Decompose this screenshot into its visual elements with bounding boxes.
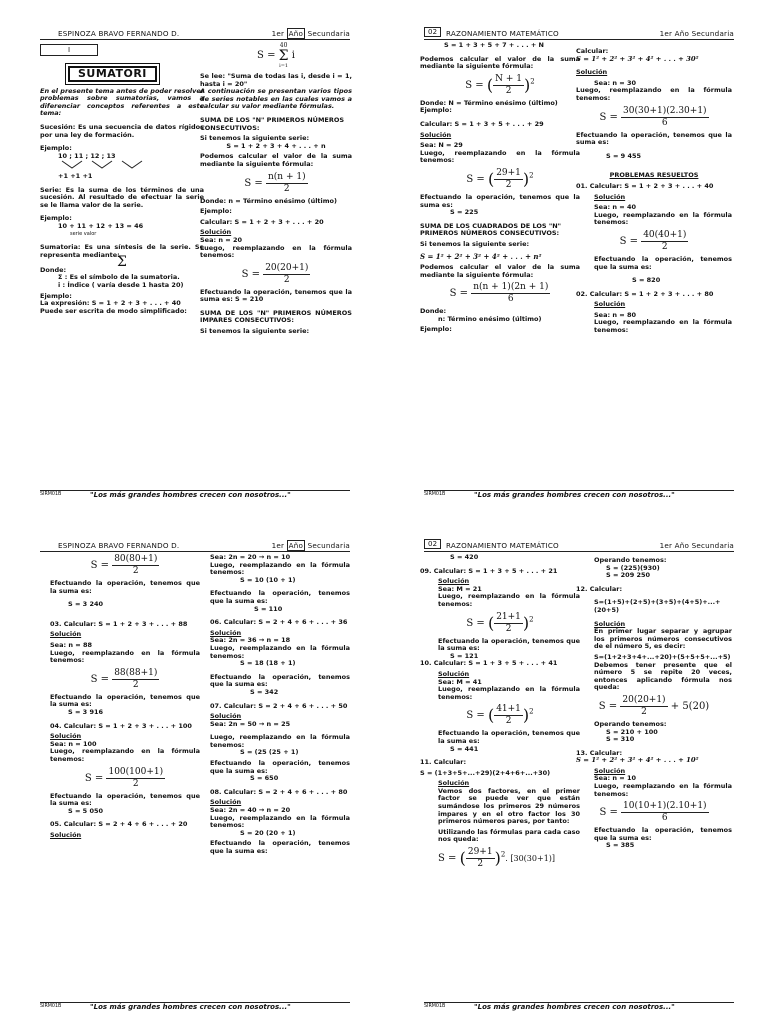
header-subject: RAZONAMIENTO MATEMÁTICO (446, 29, 559, 38)
solution-label: Solución (200, 228, 232, 237)
problem-13: 13. Calcular: (576, 748, 623, 757)
solution-step: Luego, reemplazando en la fórmula tenemos: (50, 648, 200, 665)
solution-step: Luego, reemplazando en la fórmula tenemos: (594, 782, 732, 798)
example-label: Ejemplo: (420, 106, 452, 115)
problem-05: 05. Calcular: S = 2 + 4 + 6 + . . . + 20 (50, 820, 188, 829)
expression-example: La expresión: S = 1 + 2 + 3 + . . . + 40 (40, 299, 181, 308)
example-label: Ejemplo: (40, 144, 72, 153)
problem-12-explanation: En primer lugar separar y agrupar los primeros números consecutivos de el número 5, es decir: (594, 627, 732, 651)
solution-result: S = 9 455 (606, 151, 642, 160)
solution-step: Luego, reemplazando en la fórmula tenemos: (200, 243, 352, 260)
solution-sea: Sea: n = 100 (50, 739, 97, 748)
problem-11-formulas: Utilizando las fórmulas para cada caso nos queda: (438, 827, 580, 844)
solution-result: S = 3 916 (68, 707, 104, 716)
column-left (40, 42, 204, 315)
solution-result: S = 225 (450, 208, 479, 217)
formula-intro: Podemos calcular el valor de la suma mediante la siguiente fórmula: (200, 152, 352, 168)
solution-result: Efectuando la operación, tenemos que la suma es: S = 210 (200, 287, 352, 304)
solution-formula: S = $\frac{10(10+1)(2.10+1)}{6}$ (599, 801, 707, 824)
series-squares: S = 1² + 2² + 3² + 4² + . . . + 30² (576, 54, 699, 63)
n-definition: Donde: n = Término enésimo (último) (200, 196, 337, 205)
solution-label: Solución (50, 732, 82, 741)
solution-result: S = (25 (25 + 1) (240, 748, 299, 757)
column-left (420, 42, 580, 334)
formula-intro: Podemos calcular el valor de la suma mediante la siguiente fórmula: (420, 263, 580, 279)
solution-label: Solución (576, 68, 608, 77)
squares-formula: S = $\frac{n(n + 1)(2n + 1)}{6}$ (449, 282, 549, 305)
solution-result: S = 209 250 (606, 571, 651, 580)
intro-text: En el presente tema antes de poder resolver problemas sobre sumatorias, vamos a diferenciar conceptos referentes a este tema: (40, 86, 204, 118)
solution-result: S = 441 (450, 744, 479, 753)
page-3 (0, 512, 384, 1024)
solution-sea: Sea: n = 10 (594, 774, 636, 783)
solution-sea: Sea: n = 80 (594, 310, 636, 319)
example-problem: Calcular: S = 1 + 3 + 5 + . . . + 29 (420, 119, 544, 128)
operating-label: Operando tenemos: (594, 556, 667, 564)
problem-04: 04. Calcular: S = 1 + 2 + 3 + . . . + 100 (50, 721, 192, 730)
problem-07: 07. Calcular: S = 2 + 4 + 6 + . . . + 50 (210, 701, 348, 710)
column-left (50, 554, 200, 839)
solution-text: Efectuando la operación, tenemos que la suma es: (210, 759, 350, 775)
solution-formula: S = ( $\frac{41+1}{2}$ )$^2$ (466, 704, 534, 727)
odd-formula: S = ( $\frac{N + 1}{2}$ )$^2$ (465, 73, 535, 96)
page-footer (40, 490, 350, 500)
solution-label: Solución (594, 192, 626, 201)
n-definition: Donde: N = Término enésimo (último) (420, 98, 558, 107)
solution-text: Efectuando la operación, tenemos que la suma es: (594, 254, 732, 271)
footer-code: SIRM01B (424, 492, 446, 497)
solution-formula: S = $\frac{100(100+1)}{2}$ (84, 766, 164, 789)
solution-sea: Sea: 2n = 50 → n = 25 (210, 719, 291, 728)
solution-formula: S = $\frac{88(88+1)}{2}$ (90, 667, 158, 690)
solution-formula: S = ( $\frac{21+1}{2}$ )$^2$ (466, 611, 534, 634)
page-2 (384, 0, 768, 512)
solution-formula: S = ( $\frac{29+1}{2}$ )$^2$. [30(30+1)] (438, 847, 556, 870)
footer-code: SIRM01B (40, 492, 62, 497)
problem-11-explanation: Vemos dos factores, en el primer factor se puede ver que están sumándose los primeros 29 números impares y en el otro factor los 30 primeros números pares, por tanto: (438, 786, 580, 826)
example-label: Ejemplo: (40, 291, 72, 300)
solution-label: Solución (594, 619, 626, 628)
column-right (200, 42, 352, 336)
footer-motto: "Los más grandes hombres crecen con nosotros..." (474, 491, 675, 499)
solution-result: S = 110 (254, 604, 283, 613)
serie-labels: serie valor (70, 230, 97, 237)
page-1 (0, 0, 384, 512)
serie-definition: Serie: Es la suma de los términos de una sucesión. Al resultado de efectuar la serie se le llama valor de la serie. (40, 185, 204, 209)
solution-result: S = 342 (250, 687, 279, 696)
n-definition: n: Término enésimo (último) (438, 314, 542, 323)
example-problem: Calcular: S = 1 + 2 + 3 + . . . + 20 (200, 217, 324, 226)
solution-formula: S = $\frac{20(20+1)}{2}$ + 5(20) (598, 694, 710, 717)
solution-step: Luego, reemplazando en la fórmula tenemos: (420, 148, 580, 165)
page-header (40, 28, 350, 40)
solution-step: Luego, reemplazando en la fórmula tenemos: (210, 813, 350, 830)
problem-11: 11. Calcular: (420, 758, 467, 767)
solution-result: S = 20 (20 + 1) (240, 828, 296, 837)
solution-label: Solución (594, 766, 626, 775)
sequence-increments: +1 +1 +1 (58, 171, 93, 180)
page-footer (424, 1002, 734, 1012)
problem-11-expression: S = (1+3+5+...+29)(2+4+6+...+30) (420, 768, 551, 777)
donde-label: Donde: (420, 307, 447, 316)
solution-label: Solución (50, 630, 82, 639)
problem-08: 08. Calcular: S = 2 + 4 + 6 + . . . + 80 (210, 787, 348, 796)
page-footer (40, 1002, 350, 1012)
example-label: Ejemplo: (420, 325, 452, 334)
solution-formula: S = $\frac{80(80+1)}{2}$ (90, 554, 158, 576)
solution-result: S = 5 050 (68, 806, 104, 815)
sigma-symbol: Σ (117, 254, 127, 271)
solution-result: S = 210 + 100 (606, 727, 658, 736)
problem-09: 09. Calcular: S = 1 + 3 + 5 + . . . + 21 (420, 566, 558, 575)
sequence-example: 10 ; 11 ; 12 ; 13 (58, 151, 116, 160)
series-intro: Si tenemos la siguiente serie: (200, 134, 310, 143)
solution-result: S = 310 (606, 735, 635, 744)
solution-result: S = 10 (10 + 1) (240, 575, 296, 584)
header-grade: 1er Año Secundaria (659, 541, 734, 550)
solution-formula: S = ( $\frac{29+1}{2}$ )$^2$ (466, 167, 534, 190)
solution-result: S = 420 (450, 553, 479, 561)
header-grade: 1er Año Secundaria (659, 29, 734, 38)
solution-sea: Sea: n = 20 (200, 235, 242, 244)
unit-box: I (40, 44, 98, 56)
page-4 (384, 512, 768, 1024)
solution-label: Solución (210, 712, 242, 721)
header-grade: 1er Año Secundaria (271, 541, 350, 550)
series-intro: Si tenemos la siguiente serie: (200, 327, 310, 336)
problem-12-expression: S=(1+5)+(2+5)+(3+5)+(4+5)+...+(20+5) (594, 598, 721, 614)
solution-result: S = 18 (18 + 1) (240, 659, 296, 668)
solution-step: Luego, reemplazando en la fórmula tenemos: (50, 747, 200, 763)
donde-label: Donde: (40, 265, 67, 274)
page-header (40, 540, 350, 552)
solution-result: S = 121 (450, 651, 479, 660)
problem-12: 12. Calcular: (576, 584, 623, 593)
header-page-number: 02 (424, 27, 441, 37)
continuation-note: A continuación se presentan varios tipos de series notables en las cuales vamos a calcular su valor mediante fórmulas. (200, 87, 352, 111)
footer-motto: "Los más grandes hombres crecen con nosotros..." (90, 1003, 291, 1011)
solution-step: Luego, reemplazando en la fórmula tenemos: (576, 86, 732, 102)
squares-heading: SUMA DE LOS CUADRADOS DE LOS "N" PRIMEROS NÚMEROS CONSECUTIVOS: (420, 221, 562, 238)
solution-result: S = 650 (250, 774, 279, 783)
solution-step: Luego, reemplazando en la fórmula tenemos: (438, 685, 580, 701)
solution-sea: Sea: n = 40 (594, 203, 636, 212)
series-squares: S = 1² + 2² + 3² + 4² + . . . + 10² (576, 756, 699, 765)
solution-label: Solución (438, 779, 470, 788)
consecutive-heading: SUMA DE LOS "N" PRIMEROS NÚMEROS CONSECUTIVOS: (200, 115, 345, 132)
problem-02: 02. Calcular: S = 1 + 2 + 3 + . . . + 80 (576, 289, 714, 298)
serie-example: 10 + 11 + 12 + 13 = 46 (58, 221, 144, 230)
solution-step: Luego, reemplazando en la fórmula tenemos: (210, 643, 350, 660)
sequence-brackets (58, 160, 178, 170)
example-label: Ejemplo: (200, 207, 232, 216)
problem-01: 01. Calcular: S = 1 + 2 + 3 + . . . + 40 (576, 181, 714, 190)
header-page-number: 02 (424, 539, 441, 549)
solution-text: Efectuando la operación, tenemos que la suma es: (50, 791, 200, 808)
footer-code: SIRM01B (424, 1004, 446, 1009)
solution-result: S = 3 240 (68, 600, 104, 609)
series-odd: S = 1 + 3 + 5 + 7 + . . . + N (444, 41, 544, 49)
example-label: Ejemplo: (40, 214, 72, 223)
solution-sea: Sea: n = 30 (594, 78, 636, 87)
problem-12-note: Debemos tener presente que el número 5 se repite 20 veces, entonces aplicando fórmula nos queda: (594, 660, 732, 692)
page-footer (424, 490, 734, 500)
solution-text: Efectuando la operación, tenemos que la suma es: (576, 130, 732, 147)
solution-step: Luego, reemplazando en la fórmula tenemos: (210, 733, 350, 749)
footer-motto: "Los más grandes hombres crecen con nosotros..." (474, 1003, 675, 1011)
index-definition: i : Índice ( varía desde 1 hasta 20) (58, 281, 184, 290)
page-header (424, 28, 734, 40)
simplified-note: Puede ser escrita de modo simplificado: (40, 306, 187, 315)
solution-result: S = 385 (606, 841, 635, 850)
solution-label: Solución (594, 300, 626, 309)
problem-03: 03. Calcular: S = 1 + 2 + 3 + . . . + 88 (50, 619, 188, 628)
solution-label: Solución (438, 669, 470, 678)
solution-text: Efectuando la operación, tenemos que la suma es: (420, 192, 580, 209)
solution-label: Solución (420, 130, 452, 139)
footer-motto: "Los más grandes hombres crecen con nosotros..." (90, 491, 291, 499)
solution-sea: Sea: M = 21 (438, 584, 482, 593)
column-right (576, 42, 732, 335)
solution-text: Efectuando la operación, tenemos que la suma es: (50, 692, 200, 709)
footer-code: SIRM01B (40, 1004, 62, 1009)
solution-sea: Sea: 2n = 36 → n = 18 (210, 636, 291, 645)
calcular-label: Calcular: (576, 47, 609, 55)
solution-text: Efectuando la operación, tenemos que la suma es: (210, 672, 350, 689)
header-subject: RAZONAMIENTO MATEMÁTICO (446, 541, 559, 550)
solution-label: Solución (438, 577, 470, 586)
solution-label: Solución (210, 798, 242, 807)
problems-heading: PROBLEMAS RESUELTOS (609, 171, 699, 180)
solution-step: Luego, reemplazando en la fórmula tenemos: (438, 592, 580, 608)
problem-12-grouped: S=(1+2+3+4+...+20)+(5+5+5+...+5) (594, 652, 731, 661)
solution-sea: Sea: 2n = 20 → n = 10 (210, 553, 291, 561)
solution-step: Luego, reemplazando en la fórmula tenemos: (594, 318, 732, 335)
sumatoria-definition: Sumatoria: Es una síntesis de la serie. Se representa mediante: (40, 243, 204, 259)
solution-label: Solución (50, 830, 82, 839)
reading-note: Se lee: "Suma de todas las i, desde i = 1, hasta i = 20" (200, 72, 352, 88)
header-grade: 1er Año Secundaria (271, 29, 350, 38)
solution-text: Efectuando la operación, tenemos que la suma es: (50, 579, 200, 595)
solution-result: S = 820 (632, 276, 661, 285)
series-intro: Si tenemos la siguiente serie: (420, 239, 530, 248)
problem-10: 10. Calcular: S = 1 + 3 + 5 + . . . + 41 (420, 659, 558, 668)
solution-formula: S = $\frac{40(40+1)}{2}$ (619, 229, 687, 252)
solution-sea: Sea: 2n = 40 → n = 20 (210, 806, 291, 815)
solution-text: Efectuando la operación, tenemos que la suma es: (210, 839, 350, 855)
solution-text: Efectuando la operación, tenemos que la suma es: (594, 826, 732, 842)
solution-sea: Sea: M = 41 (438, 677, 482, 686)
page-header (424, 540, 734, 552)
header-author: ESPINOZA BRAVO FERNANDO D. (58, 541, 180, 550)
column-left (420, 554, 580, 873)
odd-heading: SUMA DE LOS "N" PRIMEROS NÚMEROS IMPARES CONSECUTIVOS: (200, 308, 352, 325)
column-right (210, 554, 350, 856)
section-title: SUMATORI (68, 66, 157, 82)
sucesion-definition: Sucesión: Es una secuencia de datos rígidos por una ley de formación. (40, 122, 204, 139)
header-author: ESPINOZA BRAVO FERNANDO D. (58, 29, 180, 38)
solution-step: Luego, reemplazando en la fórmula tenemos: (210, 560, 350, 577)
problem-06: 06. Calcular: S = 2 + 4 + 6 + . . . + 36 (210, 618, 348, 627)
solution-sea: Sea: n = 88 (50, 640, 92, 649)
solution-sea: Sea: N = 29 (420, 141, 463, 150)
operating-label: Operando tenemos: (594, 719, 667, 728)
column-right (576, 554, 732, 850)
solution-text: Efectuando la operación, tenemos que la suma es: (210, 589, 350, 605)
solution-step: Luego, reemplazando en la fórmula tenemos: (594, 210, 732, 227)
solution-formula: S = $\frac{30(30+1)(2.30+1)}{6}$ (599, 105, 707, 128)
sigma-definition: Σ : Es el símbolo de la sumatoria. (58, 273, 180, 282)
consecutive-formula: S = $\frac{n(n + 1)}{2}$ (244, 171, 306, 194)
formula-intro: Podemos calcular el valor de la suma mediante la siguiente fórmula: (420, 54, 580, 71)
solution-text: Efectuando la operación, tenemos que la suma es: (438, 636, 580, 653)
solution-text: Efectuando la operación, tenemos que la suma es: (438, 729, 580, 745)
solution-formula: S = $\frac{20(20+1)}{2}$ (241, 262, 309, 285)
sigma-formula: S = 40 Σ i=1 i (257, 42, 295, 69)
solution-result: S = (225)(930) (606, 563, 660, 572)
solution-label: Solución (210, 628, 242, 637)
series-squares: S = 1² + 2² + 3² + 4² + . . . + n² (420, 251, 542, 261)
series-n: S = 1 + 2 + 3 + 4 + . . . + n (226, 141, 326, 150)
